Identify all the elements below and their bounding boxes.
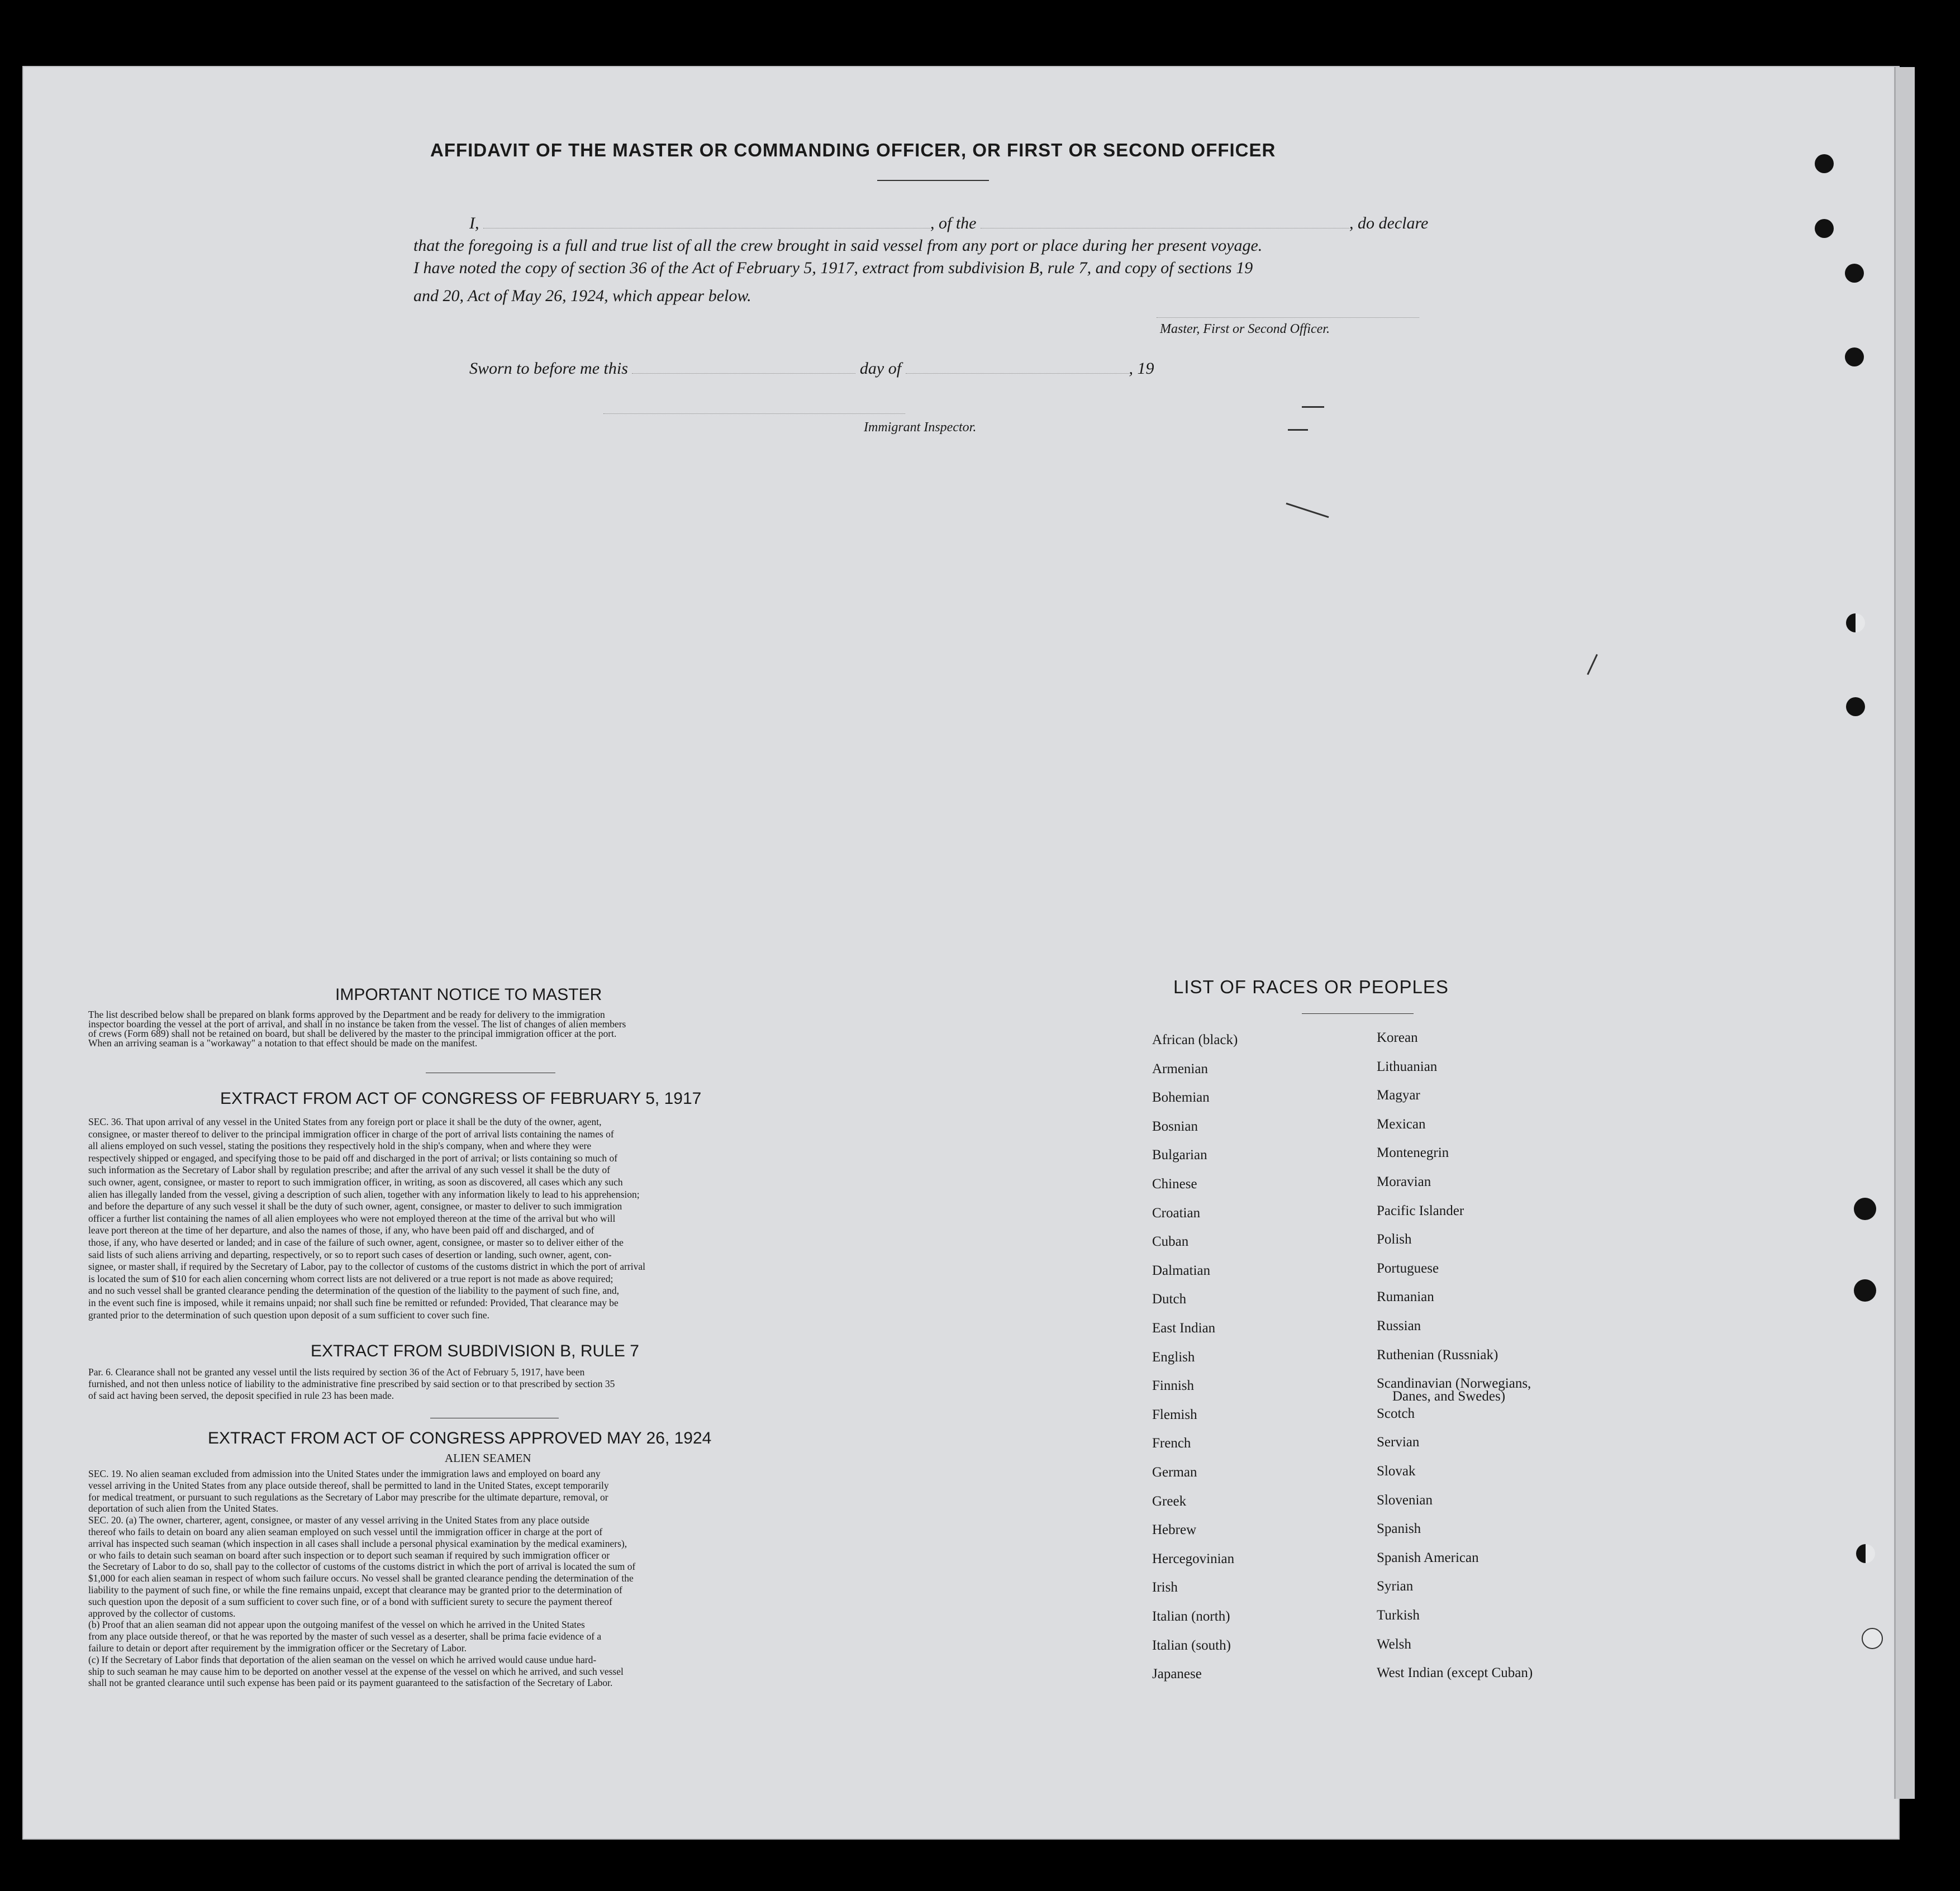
body-line: or who fails to detain such seaman on board after such inspection or to deport such seaman if required by such immigration officer or [88, 1549, 610, 1561]
notice-line: inspector boarding the vessel at the port of arrival, and shall in no instance be taken from the vessel. The list of changes of alien members [88, 1018, 626, 1030]
race-item: Mexican [1377, 1116, 1426, 1132]
month-blank[interactable] [906, 373, 1129, 374]
body-line: from any place outside thereof, or that he was reported by the master of such vessel as a deserter, shall be prima facie evidence of a [88, 1631, 602, 1642]
day-of-label: day of [859, 359, 902, 378]
race-item: Polish [1377, 1232, 1412, 1247]
notice-line: When an arriving seaman is a "workaway" a notation to that effect should be made on the manifest. [88, 1037, 478, 1049]
race-item: Italian (south) [1152, 1637, 1231, 1653]
race-item-continuation: Danes, and Swedes) [1392, 1389, 1506, 1404]
race-item: Lithuanian [1377, 1059, 1438, 1074]
title-rule [877, 180, 989, 181]
body-line: vessel arriving in the United States from any place outside thereof, shall be permitted to land in the United States, except temporarily [88, 1479, 609, 1491]
body-line: the Secretary of Labor to do so, shall pay to the collector of customs of the customs district in which the port of arrival is located the sum of [88, 1561, 636, 1573]
race-item: Russian [1377, 1318, 1421, 1333]
body-line: signee, or master shall, if required by the Secretary of Labor, pay to the collector of customs of the customs district in which the port of arrival [88, 1261, 645, 1273]
affidavit-line3: I have noted the copy of section 36 of the Act of February 5, 1917, extract from subdivision B, rule 7, and copy of sections 19 [413, 259, 1253, 277]
race-item: Syrian [1377, 1579, 1414, 1594]
punch-hole [1854, 1279, 1876, 1302]
body-line: such information as the Secretary of Labor shall by regulation prescribe; and after the arrival of any such vessel it shall be the duty of [88, 1164, 610, 1176]
punch-hole [1854, 1198, 1876, 1220]
race-item: Chinese [1152, 1176, 1197, 1192]
master-signature-label: Master, First or Second Officer. [1160, 322, 1330, 336]
race-item: Bulgarian [1152, 1147, 1207, 1163]
punch-hole [1845, 264, 1864, 283]
notice-line: The list described below shall be prepared on blank forms approved by the Department and be ready for delivery to the immigration [88, 1009, 605, 1020]
body-line: respectively shipped or engaged, and specifying those to be paid off and discharged in the port of arrival; or lists containing so much of [88, 1152, 618, 1164]
race-item: Ruthenian (Russniak) [1377, 1347, 1498, 1363]
notice-body [88, 1010, 896, 1048]
race-item: Hebrew [1152, 1522, 1197, 1538]
day-blank[interactable] [632, 373, 855, 374]
race-item: Moravian [1377, 1174, 1431, 1189]
race-item: Spanish American [1377, 1550, 1479, 1565]
race-item: Korean [1377, 1030, 1418, 1045]
body-line: leave port thereon at the time of her departure, and also the names of those, if any, who have been paid off and discharged, and of [88, 1225, 594, 1236]
race-item: Dutch [1152, 1292, 1187, 1307]
sworn-line [469, 358, 1154, 380]
body-line: and before the departure of any such vessel it shall be the duty of such owner, agent, consignee, or master to deliver to such immigration [88, 1201, 622, 1212]
race-item: Montenegrin [1377, 1145, 1449, 1161]
body-line: furnished, and not then unless notice of liability to the administrative fine prescribed by said section or to that prescribed by section 35 [88, 1378, 615, 1389]
pen-mark [1302, 406, 1324, 408]
body-line: alien has illegally landed from the vessel, giving a description of such alien, together with any information likely to lead to his apprehension; [88, 1188, 640, 1200]
body-line: SEC. 36. That upon arrival of any vessel in the United States from any foreign port or place it shall be the duty of the owner, agent, [88, 1116, 602, 1127]
race-item: Dalmatian [1152, 1263, 1211, 1278]
race-item: Flemish [1152, 1407, 1197, 1422]
punch-hole [1862, 1628, 1883, 1649]
extract-1924-body [88, 1468, 896, 1689]
race-item: Scandinavian (Norwegians, [1377, 1376, 1531, 1392]
race-item: French [1152, 1436, 1191, 1451]
body-line: liability to the payment of such fine, or while the fine remains unpaid, except that clearance may be granted prior to the determination of [88, 1584, 622, 1595]
affidavit-do-declare: , do declare [1349, 214, 1429, 232]
sworn-label: Sworn to before me this [469, 359, 628, 378]
race-item: Croatian [1152, 1205, 1201, 1221]
race-item: Italian (north) [1152, 1609, 1230, 1624]
race-item: Cuban [1152, 1234, 1189, 1250]
punch-hole [1845, 347, 1864, 366]
body-line: ship to such seaman he may cause him to be deported on another vessel at the expense of the vessel on which he arrived, and such vessel [88, 1665, 624, 1677]
year-label: , 19 [1129, 359, 1154, 378]
race-item: Turkish [1377, 1608, 1420, 1623]
race-item: Bosnian [1152, 1118, 1198, 1134]
affidavit-i-label: I, [469, 214, 479, 232]
race-item: Irish [1152, 1580, 1178, 1595]
race-item: West Indian (except Cuban) [1377, 1665, 1533, 1681]
notice-line: of crews (Form 689) shall not be retained on board, but shall be delivered by the master to the principal immigration officer at the port. [88, 1028, 617, 1039]
race-item: Armenian [1152, 1061, 1208, 1077]
body-line: failure to detain or deport after requirement by the immigration officer or the Secretary of Labor. [88, 1642, 467, 1654]
punch-hole [1846, 613, 1865, 632]
race-item: Portuguese [1377, 1260, 1439, 1276]
body-line: deportation of such alien from the United States. [88, 1503, 279, 1514]
extract-1917-title: EXTRACT FROM ACT OF CONGRESS OF FEBRUARY 5, 1917 [220, 1089, 702, 1108]
punch-hole [1846, 697, 1865, 716]
body-line: SEC. 19. No alien seaman excluded from admission into the United States under the immigration laws and employed on board any [88, 1468, 601, 1479]
body-line: consignee, or master thereof to deliver to the principal immigration officer in charge of the port of arrival lists containing the names of [88, 1128, 614, 1140]
body-line: $1,000 for each alien seaman in respect of whom such failure occurs. No vessel shall be granted clearance pending the determination of the [88, 1573, 634, 1584]
body-line: (c) If the Secretary of Labor finds that deportation of the alien seaman on the vessel on which he arrived would cause undue hard- [88, 1654, 597, 1665]
race-item: Magyar [1377, 1088, 1420, 1103]
race-item: Servian [1377, 1435, 1420, 1450]
punch-hole [1815, 154, 1834, 173]
body-line: all aliens employed on such vessel, stating the positions they respectively hold in the ship's company, when and where they were [88, 1140, 592, 1152]
punch-hole [1815, 219, 1834, 238]
master-signature-line[interactable] [1157, 317, 1419, 318]
race-item: Spanish [1377, 1521, 1421, 1537]
race-item: Scotch [1377, 1406, 1415, 1421]
section-rule [1302, 1013, 1414, 1014]
race-item: Hercegovinian [1152, 1551, 1235, 1566]
race-item: Rumanian [1377, 1289, 1434, 1305]
body-line: said lists of such aliens arriving and departing, respectively, or so to report such cases of desertion or landing, such owner, agent, con- [88, 1249, 612, 1260]
affidavit-line4: and 20, Act of May 26, 1924, which appear below. [413, 287, 751, 305]
body-line: (b) Proof that an alien seaman did not appear upon the outgoing manifest of the vessel on which he arrived in the United States [88, 1619, 585, 1631]
body-line: thereof who fails to detain on board any alien seaman employed on such vessel until the immigration officer in charge at the port of [88, 1526, 603, 1537]
affidavit-of-the: , of the [930, 214, 977, 232]
body-line: in the event such fine is imposed, while it remains unpaid; nor shall such fine be remitted or refunded: Provided, That clearance may be [88, 1297, 619, 1308]
inspector-signature-label: Immigrant Inspector. [864, 420, 977, 435]
race-item: Pacific Islander [1377, 1203, 1464, 1218]
body-line: granted prior to the determination of such question upon deposit of a sum sufficient to cover such fine. [88, 1309, 489, 1321]
race-item: English [1152, 1349, 1195, 1365]
race-item: Finnish [1152, 1378, 1195, 1394]
race-item: East Indian [1152, 1321, 1216, 1336]
body-line: officer a further list containing the names of all alien employees who were not employed thereon at the time of the arrival but who will [88, 1212, 616, 1224]
extract-1924-subtitle: ALIEN SEAMEN [445, 1451, 531, 1465]
body-line: approved by the collector of customs. [88, 1607, 236, 1619]
rule7-body [88, 1366, 896, 1402]
body-line: such owner, agent, consignee, or master to report to such immigration officer, in writing, as soon as discovered, all cases which any such [88, 1176, 623, 1188]
inspector-signature-line[interactable] [603, 413, 905, 414]
race-item: German [1152, 1465, 1197, 1480]
races-title: LIST OF RACES OR PEOPLES [1173, 977, 1449, 997]
body-line: and no such vessel shall be granted clearance pending the determination of the question of the liability to the payment of such fine, and, [88, 1285, 620, 1297]
body-line: SEC. 20. (a) The owner, charterer, agent, consignee, or master of any vessel arriving in the United States from any place outside [88, 1514, 589, 1526]
body-line: such question upon the deposit of a sum sufficient to cover such fine, or of a bond with sufficient surety to secure the payment thereof [88, 1595, 612, 1607]
race-item: Bohemian [1152, 1090, 1210, 1106]
body-line: those, if any, who have deserted or landed; and in case of the failure of such owner, agent, consignee, or master so to deliver either of the [88, 1236, 624, 1248]
race-item: Welsh [1377, 1636, 1411, 1652]
body-line: of said act having been served, the deposit specified in rule 23 has been made. [88, 1390, 394, 1401]
rule7-title: EXTRACT FROM SUBDIVISION B, RULE 7 [311, 1342, 639, 1360]
affidavit-line2: that the foregoing is a full and true list of all the crew brought in said vessel from any port or place during her present voyage. [413, 236, 1263, 255]
affidavit-title: AFFIDAVIT OF THE MASTER OR COMMANDING OFFICER, OR FIRST OR SECOND OFFICER [430, 140, 1276, 160]
pen-mark [1288, 429, 1308, 431]
punch-hole [1856, 1544, 1875, 1563]
race-item: Japanese [1152, 1666, 1202, 1682]
body-line: for medical treatment, or pursuant to such regulations as the Secretary of Labor may prescribe for the ultimate departure, removal, or [88, 1491, 608, 1503]
body-line: arrival has inspected such seaman (which inspection in all cases shall include a personal physical examination by the medical examiners), [88, 1537, 627, 1549]
race-item: Slovak [1377, 1464, 1416, 1479]
race-item: Greek [1152, 1493, 1187, 1509]
body-line: Par. 6. Clearance shall not be granted any vessel until the lists required by section 36 of the Act of February 5, 1917, have been [88, 1366, 585, 1378]
extract-1917-body [88, 1116, 896, 1321]
extract-1924-title: EXTRACT FROM ACT OF CONGRESS APPROVED MAY 26, 1924 [208, 1429, 712, 1447]
race-item: Slovenian [1377, 1492, 1433, 1508]
body-line: is located the sum of $10 for each alien concerning whom correct lists are not delivered or a true report is not made as above required; [88, 1273, 613, 1284]
stacked-page-edges [1894, 67, 1915, 1799]
body-line: shall not be granted clearance until such expense has been paid or its payment guaranteed to the satisfaction of the Secretary of Labor. [88, 1677, 613, 1689]
affidavit-line1 [469, 212, 1428, 235]
notice-title: IMPORTANT NOTICE TO MASTER [335, 985, 602, 1004]
race-item: African (black) [1152, 1032, 1238, 1047]
